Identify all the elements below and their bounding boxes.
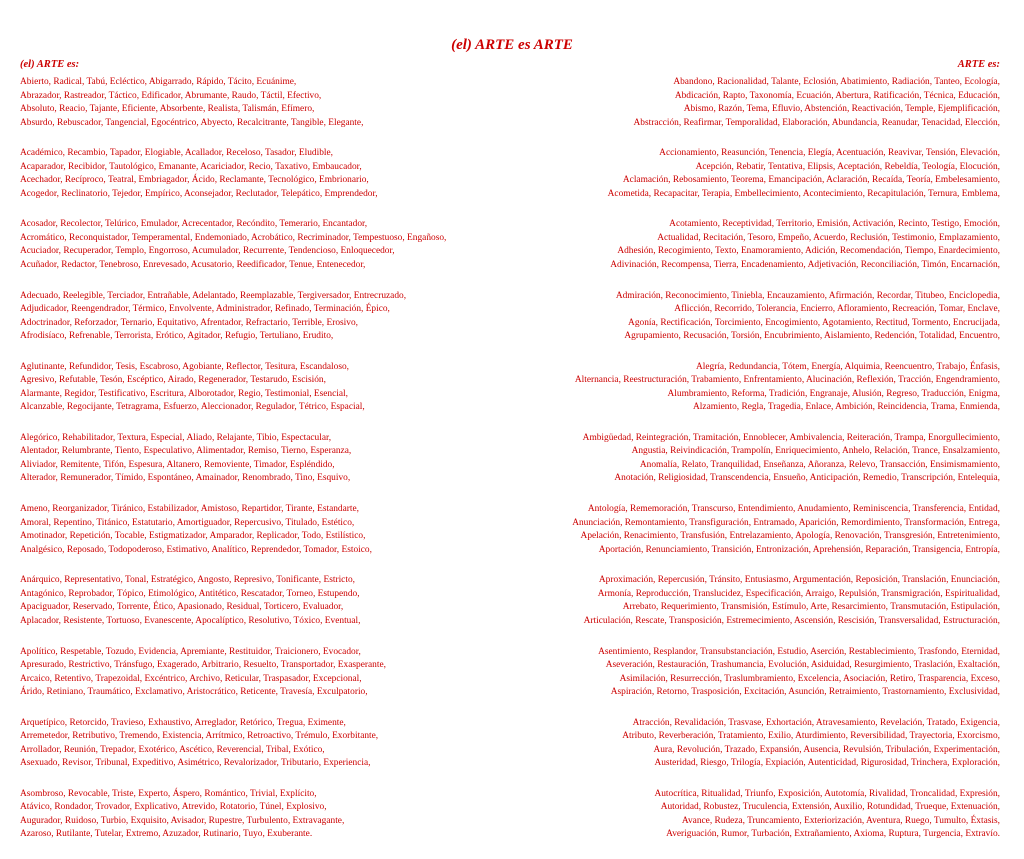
left-word-block bbox=[20, 646, 510, 700]
page-title: (el) ARTE es ARTE bbox=[451, 37, 573, 53]
left-word-line: Anárquico, Representativo, Tonal, Estratégico, Angosto, Represivo, Tonificante, Estricto, bbox=[20, 575, 355, 586]
left-word-line: Absoluto, Reacio, Tajante, Eficiente, Absorbente, Realista, Talismán, Efímero, bbox=[20, 104, 315, 114]
right-word-line: Antología, Rememoración, Transcurso, Entendimiento, Anudamiento, Reminiscencia, Transferencia, Entidad, bbox=[587, 504, 1000, 515]
right-word-line: Agonía, Rectificación, Torcimiento, Encogimiento, Agotamiento, Rectitud, Tormento, Encrucijada, bbox=[628, 317, 1000, 328]
left-word-line: Acogedor, Reclinatorio, Tejedor, Empírico, Aconsejador, Reclutador, Telepático, Emprendedor, bbox=[20, 188, 378, 199]
right-word-line: Admiración, Reconocimiento, Tiniebla, Encauzamiento, Afirmación, Recordar, Titubeo, Enciclopedia, bbox=[615, 290, 1000, 301]
right-word-line: Angustia, Reivindicación, Trampolín, Enriquecimiento, Anhelo, Relación, Trance, Ensalzamiento, bbox=[631, 446, 1000, 457]
left-word-block bbox=[20, 147, 510, 201]
left-word-line: Acechador, Recíproco, Teatral, Embriagador, Ácido, Reclamante, Tecnológico, Embrionario, bbox=[20, 175, 369, 186]
right-word-line: Accionamiento, Reasunción, Tenencia, Elegía, Acentuación, Reavivar, Tensión, Elevación, bbox=[659, 148, 1000, 159]
right-word-block bbox=[510, 147, 1000, 201]
left-word-line: Aliviador, Remitente, Tifón, Espesura, Altanero, Removiente, Timador, Espléndido, bbox=[20, 459, 335, 470]
left-word-line: Atávico, Rondador, Trovador, Explicativo, Atrevido, Rotatorio, Túnel, Explosivo, bbox=[20, 802, 327, 813]
left-word-line: Árido, Retiniano, Traumático, Exclamativo, Aristocrático, Reticente, Travesía, Exculpatorio, bbox=[20, 687, 368, 697]
left-word-line: Acuciador, Recuperador, Templo, Engorroso, Acumulador, Recurrente, Tendencioso, Enloquecedor, bbox=[20, 246, 395, 257]
left-word-line: Alcanzable, Regocijante, Tetragrama, Esfuerzo, Aleccionador, Regulador, Tétrico, Espacial, bbox=[20, 402, 365, 413]
right-word-line: Ambigüedad, Reintegración, Tramitación, Ennoblecer, Ambivalencia, Reiteración, Trampa, Enorgullecimiento, bbox=[582, 432, 1000, 443]
right-word-line: Autoridad, Robustez, Truculencia, Extensión, Auxilio, Rotundidad, Trueque, Extenuación, bbox=[660, 802, 1000, 813]
right-word-line: Acepción, Rebatir, Tentativa, Elipsis, Aceptación, Rebeldía, Teología, Elocución, bbox=[695, 161, 1000, 172]
left-word-block bbox=[20, 432, 510, 486]
right-word-line: Atracción, Revalidación, Trasvase, Exhortación, Atravesamiento, Revelación, Tratado, Exigencia, bbox=[632, 717, 1000, 728]
right-word-line: Acometida, Recapacitar, Terapia, Embellecimiento, Acontecimiento, Recapitulación, Ternura, Emblema, bbox=[607, 188, 1000, 199]
right-word-line: Alzamiento, Regla, Tragedia, Enlace, Ambición, Reincidencia, Trama, Enmienda, bbox=[693, 402, 1000, 413]
left-word-line: Agresivo, Refutable, Tesón, Escéptico, Airado, Regenerador, Testarudo, Escisión, bbox=[20, 375, 326, 386]
right-word-line: Articulación, Rescate, Transposición, Estremecimiento, Ascensión, Rescisión, Transversalidad, Estructuración, bbox=[583, 615, 1000, 626]
right-word-block bbox=[510, 717, 1000, 771]
left-word-line: Académico, Recambio, Tapador, Elogiable, Acallador, Receloso, Tasador, Eludible, bbox=[20, 148, 333, 159]
left-word-line: Abrazador, Rastreador, Táctico, Edificador, Abrumante, Raudo, Táctil, Efectivo, bbox=[20, 90, 322, 101]
right-word-line: Autocrítica, Ritualidad, Triunfo, Exposición, Autotomía, Rivalidad, Troncalidad, Expresión, bbox=[654, 788, 1000, 799]
right-word-line: Aseveración, Restauración, Trashumancia, Evolución, Asiduidad, Resurgimiento, Traslación, Exaltación, bbox=[605, 660, 1000, 670]
left-word-block bbox=[20, 361, 510, 415]
right-word-block bbox=[510, 788, 1000, 842]
right-word-line: Aproximación, Repercusión, Tránsito, Entusiasmo, Argumentación, Reposición, Translación, Enunciación, bbox=[598, 575, 1000, 586]
left-word-line: Arrollador, Reunión, Trepador, Exotérico, Ascético, Reverencial, Tribal, Exótico, bbox=[20, 744, 325, 755]
right-word-block bbox=[510, 218, 1000, 272]
left-word-block bbox=[20, 503, 510, 557]
left-word-column bbox=[20, 76, 510, 859]
left-word-line: Abierto, Radical, Tabú, Ecléctico, Abigarrado, Rápido, Tácito, Ecuánime, bbox=[20, 77, 297, 87]
right-word-line: Abandono, Racionalidad, Talante, Eclosión, Abatimiento, Radiación, Tanteo, Ecología, bbox=[673, 77, 1000, 87]
left-word-line: Aglutinante, Refundidor, Tesis, Escabroso, Agobiante, Reflector, Tesitura, Escandaloso, bbox=[20, 361, 350, 372]
left-word-line: Adjudicador, Reengendrador, Térmico, Envolvente, Administrador, Refinado, Terminación, Épico, bbox=[20, 304, 390, 315]
right-word-line: Adivinación, Recompensa, Tierra, Encadenamiento, Adjetivación, Reconciliación, Timón, Encarnación, bbox=[610, 259, 1000, 270]
right-word-line: Avance, Rudeza, Truncamiento, Exteriorización, Aventura, Ruego, Tumulto, Éxtasis, bbox=[681, 815, 1000, 826]
right-word-block bbox=[510, 646, 1000, 700]
right-word-line: Anunciación, Remontamiento, Transfiguración, Entramado, Aparición, Remordimiento, Transformación, Entrega, bbox=[572, 517, 1000, 528]
right-word-line: Abdicación, Rapto, Taxonomía, Ecuación, Abertura, Ratificación, Técnica, Educación, bbox=[674, 90, 1000, 101]
left-word-line: Adecuado, Reelegible, Terciador, Entrañable, Adelantado, Reemplazable, Tergiversador, Entrecruzado, bbox=[20, 290, 407, 301]
right-word-column bbox=[510, 76, 1000, 859]
left-word-line: Afrodisíaco, Refrenable, Terrorista, Erótico, Agitador, Refugio, Tertuliano, Erudito, bbox=[20, 331, 334, 342]
left-word-block bbox=[20, 717, 510, 771]
left-word-line: Arcaico, Retentivo, Trapezoidal, Excéntrico, Archivo, Reticular, Traspasador, Excepcional, bbox=[20, 673, 362, 684]
right-word-line: Austeridad, Riesgo, Trilogía, Expiación, Autenticidad, Rigurosidad, Trinchera, Exploración, bbox=[654, 758, 1000, 769]
left-word-line: Alarmante, Regidor, Testificativo, Escritura, Alborotador, Regio, Testimonial, Esencial, bbox=[20, 388, 348, 399]
left-word-line: Augurador, Ruidoso, Turbio, Exquisito, Avisador, Rupestre, Turbulento, Extravagante, bbox=[20, 815, 345, 826]
left-word-block bbox=[20, 574, 510, 628]
left-word-line: Acromático, Reconquistador, Temperamental, Endemoniado, Acrobático, Recriminador, Tempestuoso, Engañoso, bbox=[20, 232, 447, 243]
left-word-line: Acaparador, Recibidor, Tautológico, Emanante, Acariciador, Recio, Taxativo, Embaucador, bbox=[20, 161, 362, 172]
left-word-block bbox=[20, 788, 510, 842]
right-word-line: Atributo, Reverberación, Tratamiento, Exilio, Aturdimiento, Reversibilidad, Trayectoria, Exorcismo, bbox=[622, 731, 1000, 742]
right-word-line: Alegría, Redundancia, Tótem, Energía, Alquimia, Reencuentro, Trabajo, Énfasis, bbox=[695, 361, 1000, 372]
right-word-block bbox=[510, 361, 1000, 415]
left-word-line: Absurdo, Rebuscador, Tangencial, Egocéntrico, Abyecto, Recalcitrante, Tangible, Elegante, bbox=[20, 117, 364, 128]
left-word-line: Azaroso, Rutilante, Tutelar, Extremo, Azuzador, Rutinario, Tuyo, Exuberante. bbox=[20, 829, 313, 840]
left-word-line: Acuñador, Redactor, Tenebroso, Enrevesado, Acusatorio, Reedificador, Tenue, Entenecedor, bbox=[20, 259, 366, 270]
right-word-block bbox=[510, 290, 1000, 344]
right-word-line: Alumbramiento, Reforma, Tradición, Engranaje, Alusión, Regreso, Traducción, Enigma, bbox=[667, 388, 1000, 399]
left-word-line: Amoral, Repentino, Titánico, Estatutario, Amortiguador, Repercusivo, Titulado, Estético, bbox=[20, 517, 355, 528]
right-word-line: Armonía, Reproducción, Translucidez, Especificación, Arraigo, Repulsión, Transmigración, Espiritualidad, bbox=[597, 588, 1000, 599]
right-word-line: Anomalía, Relato, Tranquilidad, Enseñanza, Añoranza, Relevo, Transacción, Ensimismamiento, bbox=[639, 459, 1000, 470]
right-word-block bbox=[510, 76, 1000, 130]
right-word-line: Asentimiento, Resplandor, Transubstanciación, Estudio, Aserción, Restablecimiento, Trasfondo, Eternidad, bbox=[598, 646, 1000, 657]
right-word-line: Apelación, Renacimiento, Transfusión, Entrelazamiento, Apología, Renovación, Transgresión, Entretenimiento, bbox=[580, 531, 1000, 542]
right-word-line: Abstracción, Reafirmar, Temporalidad, Elaboración, Abundancia, Reanudar, Tenacidad, Elección, bbox=[633, 117, 1000, 128]
left-word-block bbox=[20, 290, 510, 344]
right-word-line: Anotación, Religiosidad, Transcendencia, Ensueño, Anticipación, Remedio, Transcripción, Entelequia, bbox=[614, 473, 1000, 484]
left-word-line: Analgésico, Reposado, Todopoderoso, Estimativo, Analítico, Reprendedor, Tomador, Estoico, bbox=[20, 544, 372, 555]
left-word-line: Apaciguador, Reservado, Torrente, Ético, Apasionado, Residual, Torticero, Evaluador, bbox=[20, 602, 344, 613]
left-word-line: Apolítico, Respetable, Tozudo, Evidencia, Apremiante, Restituidor, Traicionero, Evocador, bbox=[20, 646, 361, 657]
left-word-block bbox=[20, 218, 510, 272]
right-word-block bbox=[510, 432, 1000, 486]
right-word-line: Averiguación, Rumor, Turbación, Extrañamiento, Axioma, Ruptura, Turgencia, Extravío. bbox=[666, 829, 1000, 840]
right-word-line: Acotamiento, Receptividad, Territorio, Emisión, Activación, Recinto, Testigo, Emoción, bbox=[669, 219, 1000, 230]
right-word-line: Aura, Revolución, Trazado, Expansión, Ausencia, Revulsión, Tribulación, Experimentación, bbox=[653, 744, 1000, 755]
left-word-block bbox=[20, 76, 510, 130]
right-word-line: Aclamación, Rebosamiento, Teorema, Emancipación, Aclaración, Recaída, Teoría, Embelesamiento, bbox=[622, 175, 1000, 186]
left-column-heading: (el) ARTE es: bbox=[20, 59, 80, 70]
left-word-line: Adoctrinador, Reforzador, Ternario, Equitativo, Afrentador, Refractario, Terrible, Erosivo, bbox=[20, 317, 358, 328]
left-word-line: Alterador, Remunerador, Tímido, Espontáneo, Amainador, Renombrado, Tino, Esquivo, bbox=[20, 473, 351, 484]
right-word-line: Actualidad, Recitación, Tesoro, Empeño, Acuerdo, Reclusión, Testimonio, Emplazamiento, bbox=[657, 232, 1000, 243]
right-column-heading: ARTE es: bbox=[957, 59, 1000, 70]
right-word-line: Aportación, Renunciamiento, Transición, Entronización, Aprehensión, Reparación, Transigencia, Entropía, bbox=[598, 544, 1000, 555]
left-word-line: Antagónico, Reprobador, Tópico, Etimológico, Antitético, Rescatador, Torneo, Estupendo, bbox=[20, 588, 360, 599]
left-word-line: Apresurado, Restrictivo, Tránsfugo, Exagerado, Arbitrario, Resuelto, Transportador, Exasperante, bbox=[20, 660, 386, 670]
left-word-line: Asexuado, Revisor, Tribunal, Expeditivo, Asimétrico, Revalorizador, Tributario, Experiencia, bbox=[20, 758, 371, 769]
right-word-block bbox=[510, 503, 1000, 557]
left-word-line: Alentador, Relumbrante, Tiento, Especulativo, Alimentador, Remiso, Tierno, Esperanza, bbox=[20, 446, 352, 457]
right-word-block bbox=[510, 574, 1000, 628]
left-word-line: Amotinador, Repetición, Tocable, Estigmatizador, Amparador, Replicador, Todo, Estilístico, bbox=[20, 531, 366, 542]
left-word-line: Arremetedor, Retributivo, Tremendo, Existencia, Arrítmico, Retroactivo, Trémulo, Exorbitante, bbox=[20, 731, 379, 742]
right-word-line: Adhesión, Recogimiento, Texto, Enamoramiento, Adición, Recomendación, Tiempo, Enardecimiento, bbox=[617, 246, 1000, 257]
right-word-line: Aspiración, Retorno, Trasposición, Excitación, Asunción, Retraimiento, Trastornamiento, Exclusividad, bbox=[610, 687, 1000, 697]
left-word-line: Acosador, Recolector, Telúrico, Emulador, Acrecentador, Recóndito, Temerario, Encantador, bbox=[20, 219, 368, 230]
left-word-line: Alegórico, Rehabilitador, Textura, Especial, Aliado, Relajante, Tibio, Espectacular, bbox=[20, 432, 332, 443]
right-word-line: Asimilación, Resurrección, Traslumbramiento, Excelencia, Asociación, Retiro, Trasparencia, Exceso, bbox=[619, 673, 1000, 684]
left-word-line: Ameno, Reorganizador, Tiránico, Estabilizador, Amistoso, Repartidor, Tirante, Estandarte, bbox=[20, 504, 360, 515]
left-word-line: Arquetípico, Retorcido, Travieso, Exhaustivo, Arreglador, Retórico, Tregua, Eximente, bbox=[20, 717, 346, 728]
right-word-line: Alternancia, Reestructuración, Trabamiento, Enfrentamiento, Alucinación, Reflexión, Tracción, Engendramiento, bbox=[574, 375, 1000, 386]
right-word-line: Arrebato, Requerimiento, Transmisión, Estímulo, Arte, Resarcimiento, Transmutación, Estipulación, bbox=[622, 602, 1000, 613]
right-word-line: Abismo, Razón, Tema, Efluvio, Abstención, Reactivación, Temple, Ejemplificación, bbox=[683, 104, 1000, 114]
left-word-line: Aplacador, Resistente, Tortuoso, Evanescente, Apocalíptico, Resolutivo, Tóxico, Eventual, bbox=[20, 615, 361, 626]
right-word-line: Agrupamiento, Recusación, Torsión, Encubrimiento, Aislamiento, Redención, Totalidad, Encuentro, bbox=[624, 331, 1000, 342]
left-word-line: Asombroso, Revocable, Triste, Experto, Áspero, Romántico, Trivial, Explícito, bbox=[20, 788, 317, 799]
right-word-line: Aflicción, Recorrido, Tolerancia, Encierro, Afloramiento, Recreación, Tomar, Enclave, bbox=[674, 304, 1000, 315]
